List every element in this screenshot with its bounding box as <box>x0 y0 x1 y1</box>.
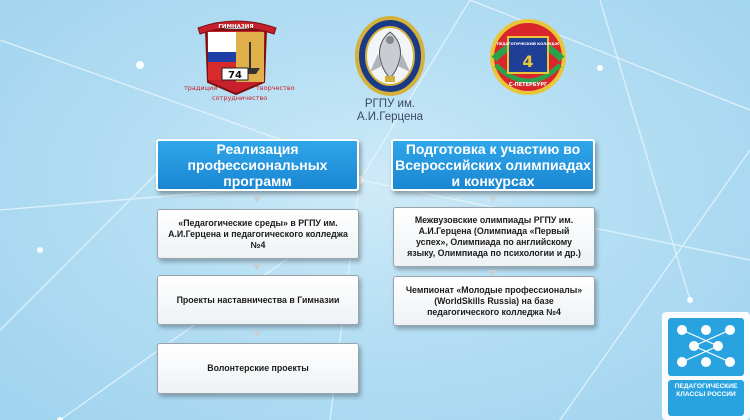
svg-text:сотрудничество: сотрудничество <box>212 94 268 102</box>
brand-text: ПЕДАГОГИЧЕСКИЕ КЛАССЫ РОССИИ <box>674 383 738 398</box>
svg-text:ПЕДАГОГИЧЕСКИЙ КОЛЛЕДЖ: ПЕДАГОГИЧЕСКИЙ КОЛЛЕДЖ <box>496 42 560 46</box>
svg-text:творчество: творчество <box>256 84 295 92</box>
connector-arrow <box>253 331 261 337</box>
left-item-3: Волонтерские проекты <box>157 343 359 394</box>
pedagogical-classes-logo <box>662 312 750 420</box>
right-item-1: Межвузовские олимпиады РГПУ им. А.И.Герцена (Олимпиада «Первый успех», Олимпиада по английскому языку, Олимпиада по психологии и др.) <box>393 207 595 267</box>
svg-text:ГИМНАЗИЯ: ГИМНАЗИЯ <box>218 24 254 30</box>
right-column-header: Подготовка к участию во Всероссийских олимпиадах и конкурсах <box>391 139 595 191</box>
left-column-header: Реализация профессиональных программ <box>156 139 359 191</box>
left-item-2: Проекты наставничества в Гимназии <box>157 275 359 325</box>
svg-text:традиции: традиции <box>184 84 218 92</box>
rgpu-caption: РГПУ им. А.И.Герцена <box>356 98 424 123</box>
left-item-1: «Педагогические среды» в РГПУ им. А.И.Герцена и педагогического колледжа №4 <box>157 209 359 259</box>
college-4-logo <box>486 15 570 99</box>
connector-arrow <box>489 196 497 202</box>
svg-text:С-ПЕТЕРБУРГ: С-ПЕТЕРБУРГ <box>508 82 548 88</box>
svg-text:74: 74 <box>228 70 242 81</box>
gymnasium-74-logo <box>168 12 308 102</box>
connector-arrow <box>253 196 261 202</box>
connector-arrow <box>253 264 261 270</box>
rgpu-emblem-logo <box>352 14 428 98</box>
svg-text:4: 4 <box>522 52 534 71</box>
right-item-2: Чемпионат «Молодые профессионалы» (WorldSkills Russia) на базе педагогического колледжа №4 <box>393 276 595 326</box>
